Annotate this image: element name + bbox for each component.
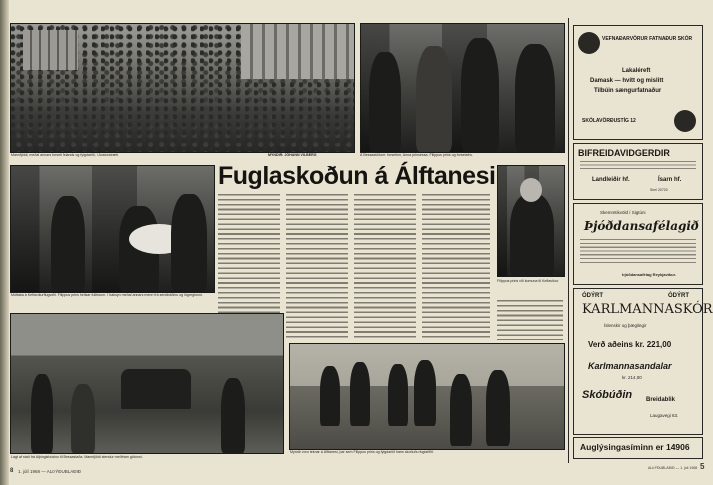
ad-price: kr. 214,00 [622, 375, 642, 380]
article-column [286, 194, 348, 340]
ad-title: Þjóðdansafélagið [584, 219, 699, 233]
ad-line: Lakaléreft [622, 68, 651, 74]
photo-royals [360, 23, 565, 153]
ad-line: Tilbúin sængurfatnaður [594, 88, 662, 94]
photo-figure [416, 46, 452, 152]
photo-building [23, 30, 78, 70]
ad-text: Auglýsingasíminn er 14906 [580, 442, 690, 452]
photo-caption: Filippus prins við komuna til Keflavíkur. [497, 279, 559, 283]
ad-intro: Skemmtikvöld í Sigtúni [600, 210, 646, 215]
photo-figure [461, 38, 499, 152]
photo-figure [350, 362, 370, 426]
brand-logo [578, 32, 600, 54]
photo-figure [221, 378, 245, 453]
ad-header: VEFNAÐARVÖRUR FATNAÐUR SKÓR [602, 36, 693, 42]
photo-prince-portrait [497, 165, 565, 277]
photo-crowd [10, 23, 355, 153]
brand-logo [674, 110, 696, 132]
photo-field-walk [289, 343, 565, 450]
photo-figure [369, 52, 401, 152]
ad-thjoddansafelagid [573, 203, 703, 285]
footer-right: ALÞÝÐUBLAÐIÐ — 1. júlí 1968 [648, 466, 698, 470]
ad-footer: SKÓLAVÖRÐUSTÍG 12 [582, 118, 636, 124]
ad-auglysingasimi [573, 437, 703, 459]
photo-figure [320, 366, 340, 426]
photo-caption: Mannfjöldi, meðal annars forseti Íslands og fylgdarlið, í Austurstræti. [11, 153, 119, 157]
ad-signature: Þjóðdansafélag Reykjavíkur. [622, 272, 677, 277]
photo-car [121, 369, 191, 409]
photo-officers [10, 165, 215, 293]
ad-line: Damask — hvítt og mislitt [590, 78, 664, 84]
photo-motorcade [10, 313, 284, 454]
page-fold-shadow [0, 0, 9, 485]
photo-caption: Myndir voru teknar á Álftanesi, þar sem Filippus prins og fylgdarlið hans skoðuðu fuglalífið. [290, 450, 434, 454]
photo-credit: MYNDIR: JÓHANN VILBERG [268, 153, 317, 157]
ad-verslun [573, 25, 703, 140]
photo-figure [450, 374, 472, 446]
ad-brand: Breidablik [646, 397, 676, 403]
ad-filler [580, 161, 696, 171]
photo-figure [510, 194, 554, 276]
photo-caption: Lagt af stað frá Alþingishúsinu til Bessastaða. Mannfjöldi stendur meðfram götunni. [11, 455, 143, 459]
footer-left: 1. júlí 1968 — ALÞÝÐUBLAÐIÐ [18, 469, 82, 474]
column-divider [568, 18, 569, 463]
headline: Fuglaskoðun á Álftanesi [218, 162, 496, 190]
ad-tag: ÓDÝRT [668, 293, 689, 299]
photo-face [520, 178, 542, 202]
ad-address: Laugavegi 63. [650, 413, 679, 418]
photo-figure [171, 194, 207, 292]
photo-figure [515, 44, 555, 152]
ad-company: Ísarn hf. [658, 177, 682, 183]
photo-figure [51, 196, 85, 292]
page-number: 5 [700, 462, 705, 471]
page-number: 8 [10, 468, 14, 474]
ad-filler [580, 239, 696, 263]
photo-figure [414, 360, 436, 426]
ad-title: KARLMANNASKÓR [582, 302, 713, 317]
photo-figure [486, 370, 510, 446]
photo-figure [31, 374, 53, 453]
photo-caption: Á Bessastöðum: forsetinn, Anna prinsessa, Filippus prins og forsetafrú. [360, 153, 473, 157]
ad-brand: Skóbúðin [582, 389, 633, 401]
article-column [422, 194, 490, 340]
ad-title: Karlmannasandalar [588, 361, 672, 371]
article-column [497, 300, 563, 340]
ad-price: Verð aðeins kr. 221,00 [588, 340, 672, 349]
ad-bifreidavidgerdir [573, 143, 703, 200]
ad-company: Landleiðir hf. [592, 177, 630, 183]
ad-title: BIFREIDAVIDGERDIR [578, 148, 670, 158]
photo-figure [388, 364, 408, 426]
ad-line: Íslenskir og þægilegir [604, 323, 647, 328]
photo-building [241, 24, 354, 79]
ad-phone: Sími 20720 [650, 188, 668, 192]
photo-caption: Móttaka á Keflavíkurflugvelli. Filippus prins heilsar fulltrúum. Í baksýn meðal annars menn frá sendiráðinu og lögreglunni. [11, 293, 203, 297]
photo-figure [71, 384, 95, 453]
article-column [354, 194, 416, 340]
ad-tag: ÓDÝRT [582, 293, 603, 299]
ad-karlmannaskor [573, 288, 713, 435]
